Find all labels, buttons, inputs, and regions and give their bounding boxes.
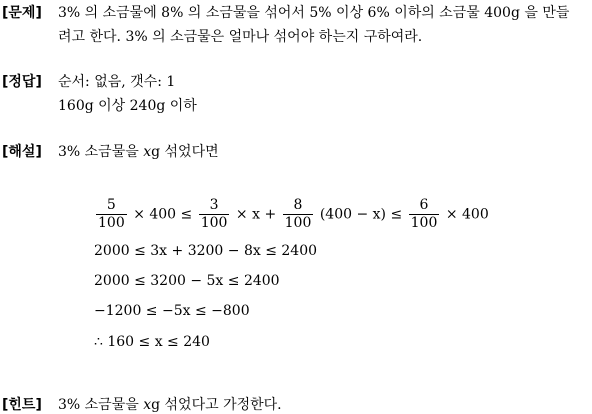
fraction-1-denominator: 100 [98, 215, 125, 231]
hint-text [58, 394, 282, 414]
fraction-4-denominator: 100 [410, 215, 438, 231]
fraction-3 [283, 197, 314, 232]
fraction-2-numerator: 3 [199, 197, 230, 215]
equation-1-part-1: × 400 ≤ [133, 206, 193, 223]
equation-3: 2000 ≤ 3200 − 5x ≤ 2400 [94, 273, 280, 289]
equation-1 [94, 197, 489, 232]
fraction-3-numerator: 8 [283, 197, 314, 215]
answer-tag: [정답] [2, 74, 42, 90]
fraction-4 [409, 197, 440, 232]
equation-2: 2000 ≤ 3x + 3200 − 8x ≤ 2400 [94, 243, 318, 259]
hint-tag: [힌트] [2, 397, 42, 413]
problem-tag: [문제] [2, 5, 42, 21]
hint-text-part-a: 3% 소금물을 [58, 397, 144, 413]
solution-intro-part-b: g 섞었다면 [151, 144, 219, 160]
solution-intro-variable: x [143, 144, 152, 160]
fraction-2 [199, 197, 230, 232]
equation-4: −1200 ≤ −5x ≤ −800 [94, 303, 250, 319]
equation-1-part-4: × 400 [445, 206, 489, 223]
fraction-1-numerator: 5 [96, 197, 127, 215]
fraction-4-numerator: 6 [409, 197, 440, 215]
answer-text-line-1: 순서: 없음, 갯수: 1 [58, 74, 176, 90]
hint-text-part-b: g 섞었다고 가정한다. [151, 397, 282, 413]
equation-1-part-3: (400 − x) ≤ [319, 206, 403, 223]
hint-text-variable: x [143, 397, 152, 413]
equation-5: ∴ 160 ≤ x ≤ 240 [94, 334, 210, 350]
solution-tag: [해설] [2, 144, 42, 160]
solution-intro [58, 141, 219, 161]
fraction-2-denominator: 100 [200, 215, 228, 231]
fraction-3-denominator: 100 [284, 215, 312, 231]
equation-1-part-2: × x + [235, 206, 277, 223]
fraction-1 [96, 197, 127, 232]
problem-text-line-2: 려고 한다. 3% 의 소금물은 얼마나 섞어야 하는지 구하여라. [58, 29, 423, 45]
solution-intro-part-a: 3% 소금물을 [58, 144, 144, 160]
problem-text-line-1: 3% 의 소금물에 8% 의 소금물을 섞어서 5% 이상 6% 이하의 소금물 400g 을 만들 [58, 5, 570, 21]
answer-text-line-2: 160g 이상 240g 이하 [58, 98, 197, 114]
